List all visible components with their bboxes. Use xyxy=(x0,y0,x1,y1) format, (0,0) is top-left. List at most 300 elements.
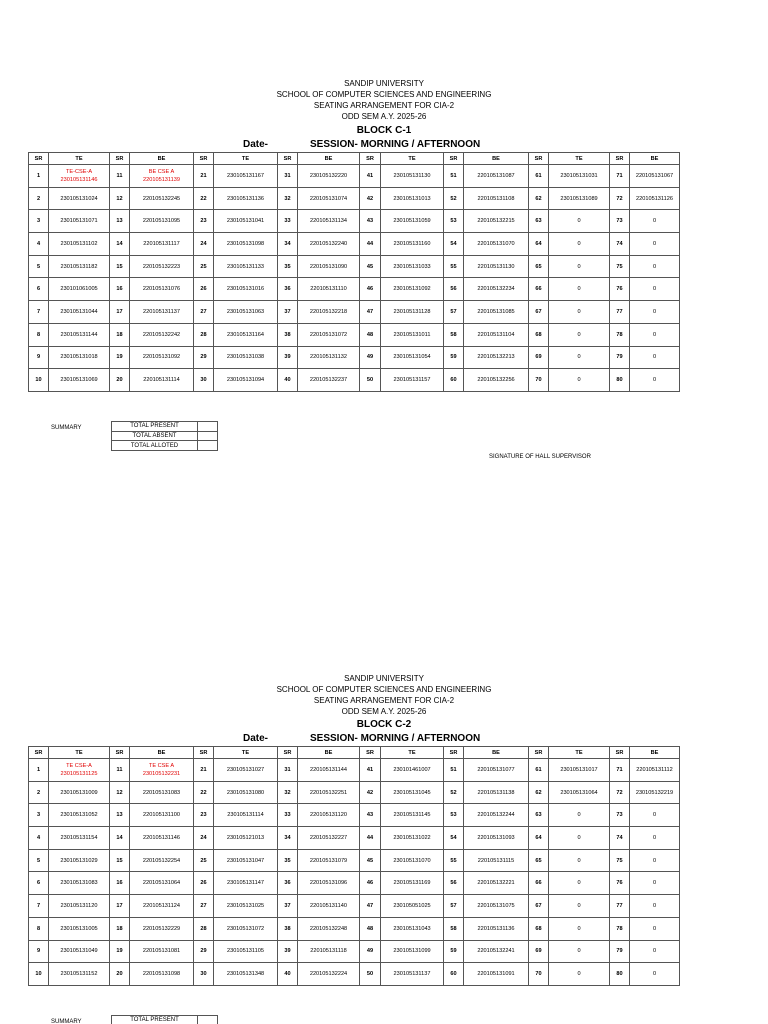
seat-number-cell: 39 xyxy=(278,346,298,369)
seat-number-cell: 17 xyxy=(110,895,130,918)
roll-number-cell: 230105131157 xyxy=(381,369,444,392)
seat-number-cell: 22 xyxy=(194,187,214,210)
seat-number-cell: 64 xyxy=(529,233,549,256)
seat-number-cell: 37 xyxy=(278,301,298,324)
seat-number-cell: 23 xyxy=(194,210,214,233)
seat-number-cell: 10 xyxy=(29,963,49,986)
roll-number-cell: 230105131070 xyxy=(381,849,444,872)
roll-number-cell: 220105132227 xyxy=(298,827,360,850)
roll-number-cell: 220105132240 xyxy=(298,233,360,256)
roll-number-cell: 220105132221 xyxy=(464,872,529,895)
roll-number-cell: 0 xyxy=(549,827,610,850)
roll-number-cell: 230105131145 xyxy=(381,804,444,827)
roll-number-cell: 0 xyxy=(549,255,610,278)
roll-number-cell: 0 xyxy=(549,895,610,918)
seat-number-cell: 76 xyxy=(610,278,630,301)
table-row xyxy=(29,346,680,369)
roll-number-cell: 220105132213 xyxy=(464,346,529,369)
roll-number-cell: 220105131110 xyxy=(298,278,360,301)
roll-number-cell: 220105131108 xyxy=(464,187,529,210)
roll-number-cell: 230105131105 xyxy=(214,940,278,963)
column-header: BE xyxy=(130,747,194,759)
roll-number-cell: 230105131182 xyxy=(49,255,110,278)
seat-number-cell: 26 xyxy=(194,278,214,301)
roll-number-cell: 230105051025 xyxy=(381,895,444,918)
roll-number-cell: 0 xyxy=(630,233,680,256)
roll-number-cell: 230105131044 xyxy=(49,301,110,324)
seat-number-cell: 14 xyxy=(110,827,130,850)
column-header: TE xyxy=(549,153,610,165)
seat-number-cell: 75 xyxy=(610,255,630,278)
seat-number-cell: 47 xyxy=(360,895,381,918)
roll-number-cell: 220105131092 xyxy=(130,346,194,369)
seat-number-cell: 11 xyxy=(110,759,130,782)
seat-number-cell: 60 xyxy=(444,369,464,392)
roll-number-cell: 230105131071 xyxy=(49,210,110,233)
roll-number-cell: 220105131138 xyxy=(464,781,529,804)
semester-label: ODD SEM A.Y. 2025-26 xyxy=(341,707,427,716)
seat-number-cell: 74 xyxy=(610,827,630,850)
seat-number-cell: 74 xyxy=(610,233,630,256)
roll-number-cell: 220105132215 xyxy=(464,210,529,233)
roll-number-cell: 230105131099 xyxy=(381,940,444,963)
table-row xyxy=(29,804,680,827)
roll-number-cell: 220105131081 xyxy=(130,940,194,963)
roll-number-cell: 220105131083 xyxy=(130,781,194,804)
roll-number-cell: 230105131144 xyxy=(49,323,110,346)
total-present-value[interactable] xyxy=(198,1016,218,1024)
roll-number-cell: 220105131074 xyxy=(298,187,360,210)
seat-number-cell: 45 xyxy=(360,849,381,872)
roll-number-cell: 230105131137 xyxy=(381,963,444,986)
table-row xyxy=(29,759,680,782)
roll-number-cell: 0 xyxy=(630,872,680,895)
column-header: TE xyxy=(381,747,444,759)
seat-number-cell: 67 xyxy=(529,895,549,918)
document-title: SEATING ARRANGEMENT FOR CIA-2 xyxy=(313,101,455,110)
roll-number-cell: 220105131115 xyxy=(464,849,529,872)
seat-number-cell: 54 xyxy=(444,233,464,256)
roll-number-cell: 230105131011 xyxy=(381,323,444,346)
seat-number-cell: 60 xyxy=(444,963,464,986)
roll-number-cell: 230105131072 xyxy=(214,917,278,940)
seat-number-cell: 16 xyxy=(110,278,130,301)
total-present-value[interactable] xyxy=(198,422,218,432)
seat-number-cell: 1 xyxy=(29,759,49,782)
roll-number-cell: 220105132251 xyxy=(298,781,360,804)
roll-number-cell: 230105132219 xyxy=(630,781,680,804)
roll-number-cell: 220105132223 xyxy=(130,255,194,278)
roll-number-cell: 230105131043 xyxy=(381,917,444,940)
seat-number-cell: 13 xyxy=(110,210,130,233)
seat-number-cell: 20 xyxy=(110,369,130,392)
seat-number-cell: 66 xyxy=(529,872,549,895)
roll-number-cell: 220105131098 xyxy=(130,963,194,986)
roll-number-cell: 230105131029 xyxy=(49,849,110,872)
seat-number-cell: 46 xyxy=(360,278,381,301)
seat-number-cell: 27 xyxy=(194,301,214,324)
seat-number-cell: 45 xyxy=(360,255,381,278)
column-header: SR xyxy=(610,153,630,165)
seat-number-cell: 29 xyxy=(194,940,214,963)
seat-number-cell: 61 xyxy=(529,165,549,188)
seat-number-cell: 6 xyxy=(29,872,49,895)
roll-number-cell: 230105131005 xyxy=(49,917,110,940)
seat-number-cell: 7 xyxy=(29,895,49,918)
roll-number-cell: 220105132234 xyxy=(464,278,529,301)
roll-number-cell: 220105132256 xyxy=(464,369,529,392)
seat-number-cell: 3 xyxy=(29,210,49,233)
roll-number-cell: 0 xyxy=(630,940,680,963)
column-header: BE xyxy=(464,747,529,759)
seat-number-cell: 18 xyxy=(110,917,130,940)
roll-number-cell: 220105132248 xyxy=(298,917,360,940)
roll-number-cell: 220105131095 xyxy=(130,210,194,233)
seat-number-cell: 69 xyxy=(529,940,549,963)
roll-number-cell: 230105131169 xyxy=(381,872,444,895)
seat-number-cell: 70 xyxy=(529,963,549,986)
roll-number-cell: 220105132218 xyxy=(298,301,360,324)
roll-number-cell: 0 xyxy=(630,278,680,301)
date-label: Date- xyxy=(243,733,269,744)
roll-number-cell: 230105131167 xyxy=(214,165,278,188)
seat-number-cell: 8 xyxy=(29,323,49,346)
seat-number-cell: 32 xyxy=(278,781,298,804)
column-header: BE xyxy=(630,747,680,759)
roll-number-cell: 0 xyxy=(630,369,680,392)
column-header: BE xyxy=(464,153,529,165)
column-header: SR xyxy=(29,153,49,165)
table-row xyxy=(29,827,680,850)
seat-number-cell: 5 xyxy=(29,849,49,872)
table-row xyxy=(29,278,680,301)
column-header: SR xyxy=(110,747,130,759)
roll-number-cell: 230105131059 xyxy=(381,210,444,233)
roll-number-cell: 220105131096 xyxy=(298,872,360,895)
seat-number-cell: 10 xyxy=(29,369,49,392)
seat-number-cell: 59 xyxy=(444,346,464,369)
roll-number-cell: 220105132241 xyxy=(464,940,529,963)
roll-number-cell: 220105131124 xyxy=(130,895,194,918)
column-header: SR xyxy=(444,747,464,759)
summary-table xyxy=(111,1015,218,1024)
seat-number-cell: 73 xyxy=(610,804,630,827)
roll-number-cell: 220105131132 xyxy=(298,346,360,369)
seat-number-cell: 56 xyxy=(444,872,464,895)
column-header: TE xyxy=(49,747,110,759)
seat-number-cell: 79 xyxy=(610,346,630,369)
seat-number-cell: 71 xyxy=(610,759,630,782)
roll-number-cell: 220105131134 xyxy=(298,210,360,233)
summary-label: SUMMARY xyxy=(51,1019,82,1024)
roll-number-cell: 230105131069 xyxy=(49,369,110,392)
roll-number-cell: 230105131089 xyxy=(549,187,610,210)
date-label: Date- xyxy=(243,139,269,150)
seat-number-cell: 3 xyxy=(29,804,49,827)
roll-number-cell: 220105131118 xyxy=(298,940,360,963)
total-present-label: TOTAL PRESENT xyxy=(112,1016,198,1024)
table-row xyxy=(29,165,680,188)
seat-number-cell: 69 xyxy=(529,346,549,369)
seat-number-cell: 33 xyxy=(278,804,298,827)
university-name: SANDIP UNIVERSITY xyxy=(344,674,424,683)
seat-number-cell: 37 xyxy=(278,895,298,918)
roll-number-cell: 220105131137 xyxy=(130,301,194,324)
seat-number-cell: 11 xyxy=(110,165,130,188)
seat-number-cell: 53 xyxy=(444,210,464,233)
roll-number-cell: 230105131024 xyxy=(49,187,110,210)
roll-number-cell: 220105132244 xyxy=(464,804,529,827)
roll-number-cell: 220105131064 xyxy=(130,872,194,895)
roll-number-cell: 230105132220 xyxy=(298,165,360,188)
column-header: SR xyxy=(610,747,630,759)
roll-number-cell: 0 xyxy=(630,301,680,324)
seat-number-cell: 48 xyxy=(360,917,381,940)
table-row xyxy=(29,917,680,940)
table-row xyxy=(29,255,680,278)
seat-number-cell: 27 xyxy=(194,895,214,918)
roll-number-cell: 230105131152 xyxy=(49,963,110,986)
roll-number-cell: 220105131126 xyxy=(630,187,680,210)
roll-number-cell: 230105131049 xyxy=(49,940,110,963)
seat-number-cell: 75 xyxy=(610,849,630,872)
document-title: SEATING ARRANGEMENT FOR CIA-2 xyxy=(313,696,455,705)
seat-number-cell: 68 xyxy=(529,917,549,940)
seat-number-cell: 28 xyxy=(194,323,214,346)
roll-number-cell: 220105131067 xyxy=(630,165,680,188)
roll-number-cell: 230105131348 xyxy=(214,963,278,986)
seat-number-cell: 34 xyxy=(278,233,298,256)
seat-number-cell: 57 xyxy=(444,301,464,324)
summary-table xyxy=(111,421,218,451)
seat-number-cell: 78 xyxy=(610,917,630,940)
seat-number-cell: 6 xyxy=(29,278,49,301)
seat-number-cell: 55 xyxy=(444,255,464,278)
seat-number-cell: 34 xyxy=(278,827,298,850)
roll-number-cell: 0 xyxy=(549,872,610,895)
seat-number-cell: 72 xyxy=(610,781,630,804)
seat-number-cell: 5 xyxy=(29,255,49,278)
seat-number-cell: 62 xyxy=(529,781,549,804)
seat-number-cell: 51 xyxy=(444,165,464,188)
seat-number-cell: 4 xyxy=(29,827,49,850)
roll-number-cell: 230105131147 xyxy=(214,872,278,895)
roll-number-cell: 220105132254 xyxy=(130,849,194,872)
seat-number-cell: 67 xyxy=(529,301,549,324)
roll-number-cell: 230105131102 xyxy=(49,233,110,256)
roll-number-cell: 220105131090 xyxy=(298,255,360,278)
seat-number-cell: 66 xyxy=(529,278,549,301)
column-header: BE xyxy=(298,747,360,759)
column-header: SR xyxy=(278,747,298,759)
table-header-row xyxy=(29,153,680,165)
roll-number-cell: 220105131136 xyxy=(464,917,529,940)
seat-number-cell: 38 xyxy=(278,917,298,940)
roll-number-cell: 230105131063 xyxy=(214,301,278,324)
seat-number-cell: 15 xyxy=(110,849,130,872)
seat-number-cell: 59 xyxy=(444,940,464,963)
roll-number-cell: 220105131072 xyxy=(298,323,360,346)
seat-number-cell: 80 xyxy=(610,963,630,986)
column-header: BE xyxy=(298,153,360,165)
roll-number-cell: 230105131083 xyxy=(49,872,110,895)
seat-number-cell: 48 xyxy=(360,323,381,346)
total-absent-value[interactable] xyxy=(198,431,218,441)
roll-number-cell: 230105131018 xyxy=(49,346,110,369)
column-header: SR xyxy=(444,153,464,165)
column-header: BE xyxy=(630,153,680,165)
seat-number-cell: 52 xyxy=(444,187,464,210)
seat-number-cell: 14 xyxy=(110,233,130,256)
seat-number-cell: 43 xyxy=(360,210,381,233)
block-title: BLOCK C-1 xyxy=(356,125,412,136)
column-header: TE xyxy=(381,153,444,165)
seat-number-cell: 77 xyxy=(610,895,630,918)
roll-number-cell: 230105131080 xyxy=(214,781,278,804)
seat-number-cell: 42 xyxy=(360,781,381,804)
roll-number-cell: 220105131076 xyxy=(130,278,194,301)
seat-number-cell: 8 xyxy=(29,917,49,940)
seat-number-cell: 56 xyxy=(444,278,464,301)
seat-number-cell: 12 xyxy=(110,187,130,210)
seat-number-cell: 47 xyxy=(360,301,381,324)
session-label: SESSION- MORNING / AFTERNOON xyxy=(310,733,481,744)
roll-number-cell: 220105131079 xyxy=(298,849,360,872)
roll-number-cell: 220105132224 xyxy=(298,963,360,986)
column-header: TE xyxy=(214,747,278,759)
seat-number-cell: 39 xyxy=(278,940,298,963)
seat-number-cell: 9 xyxy=(29,346,49,369)
roll-number-cell: 230101461007 xyxy=(381,759,444,782)
seat-number-cell: 41 xyxy=(360,759,381,782)
seat-number-cell: 2 xyxy=(29,781,49,804)
roll-number-cell: TE CSE-A 230105131125 xyxy=(49,759,110,782)
block-title: BLOCK C-2 xyxy=(356,719,412,730)
seat-number-cell: 65 xyxy=(529,255,549,278)
seat-number-cell: 42 xyxy=(360,187,381,210)
roll-number-cell: 0 xyxy=(630,346,680,369)
roll-number-cell: 230105131025 xyxy=(214,895,278,918)
seat-number-cell: 58 xyxy=(444,323,464,346)
seat-number-cell: 68 xyxy=(529,323,549,346)
seat-number-cell: 49 xyxy=(360,940,381,963)
roll-number-cell: 230105121013 xyxy=(214,827,278,850)
seat-number-cell: 50 xyxy=(360,369,381,392)
roll-number-cell: 0 xyxy=(549,323,610,346)
seat-number-cell: 20 xyxy=(110,963,130,986)
semester-label: ODD SEM A.Y. 2025-26 xyxy=(341,112,427,121)
total-absent-label: TOTAL ABSENT xyxy=(112,431,198,441)
roll-number-cell: 0 xyxy=(549,849,610,872)
roll-number-cell: 230105131133 xyxy=(214,255,278,278)
seat-number-cell: 19 xyxy=(110,346,130,369)
roll-number-cell: 0 xyxy=(549,278,610,301)
roll-number-cell: 220105131130 xyxy=(464,255,529,278)
seat-number-cell: 77 xyxy=(610,301,630,324)
column-header: TE xyxy=(214,153,278,165)
roll-number-cell: TE-CSE-A 230105131146 xyxy=(49,165,110,188)
seat-number-cell: 17 xyxy=(110,301,130,324)
roll-number-cell: 230105131052 xyxy=(49,804,110,827)
roll-number-cell: 220105131140 xyxy=(298,895,360,918)
roll-number-cell: 220105131087 xyxy=(464,165,529,188)
seat-number-cell: 33 xyxy=(278,210,298,233)
total-alloted-value[interactable] xyxy=(198,441,218,451)
roll-number-cell: 0 xyxy=(549,210,610,233)
column-header: SR xyxy=(194,747,214,759)
seat-number-cell: 53 xyxy=(444,804,464,827)
university-name: SANDIP UNIVERSITY xyxy=(344,79,424,88)
seating-table xyxy=(28,746,680,986)
roll-number-cell: 0 xyxy=(549,346,610,369)
roll-number-cell: 220105131104 xyxy=(464,323,529,346)
seat-number-cell: 24 xyxy=(194,827,214,850)
summary-row xyxy=(112,441,218,451)
seat-number-cell: 28 xyxy=(194,917,214,940)
roll-number-cell: 220105131112 xyxy=(630,759,680,782)
seat-number-cell: 25 xyxy=(194,255,214,278)
roll-number-cell: 220105131091 xyxy=(464,963,529,986)
roll-number-cell: 230105131136 xyxy=(214,187,278,210)
seat-number-cell: 80 xyxy=(610,369,630,392)
roll-number-cell: 230105131009 xyxy=(49,781,110,804)
seat-number-cell: 22 xyxy=(194,781,214,804)
column-header: BE xyxy=(130,153,194,165)
roll-number-cell: 0 xyxy=(630,827,680,850)
roll-number-cell: 220105131117 xyxy=(130,233,194,256)
seat-number-cell: 13 xyxy=(110,804,130,827)
seat-number-cell: 1 xyxy=(29,165,49,188)
table-row xyxy=(29,233,680,256)
seat-number-cell: 41 xyxy=(360,165,381,188)
table-row xyxy=(29,301,680,324)
roll-number-cell: 0 xyxy=(630,255,680,278)
seat-number-cell: 76 xyxy=(610,872,630,895)
column-header: SR xyxy=(529,153,549,165)
seat-number-cell: 18 xyxy=(110,323,130,346)
session-label: SESSION- MORNING / AFTERNOON xyxy=(310,139,481,150)
roll-number-cell: 230105131041 xyxy=(214,210,278,233)
roll-number-cell: 230101061005 xyxy=(49,278,110,301)
seat-number-cell: 12 xyxy=(110,781,130,804)
roll-number-cell: 230105131120 xyxy=(49,895,110,918)
seat-number-cell: 38 xyxy=(278,323,298,346)
roll-number-cell: 230105131033 xyxy=(381,255,444,278)
column-header: SR xyxy=(360,747,381,759)
table-row xyxy=(29,323,680,346)
seat-number-cell: 31 xyxy=(278,165,298,188)
seat-number-cell: 54 xyxy=(444,827,464,850)
column-header: SR xyxy=(194,153,214,165)
seat-number-cell: 55 xyxy=(444,849,464,872)
seat-number-cell: 21 xyxy=(194,165,214,188)
roll-number-cell: 230105131013 xyxy=(381,187,444,210)
table-row xyxy=(29,369,680,392)
roll-number-cell: 220105131100 xyxy=(130,804,194,827)
roll-number-cell: 230105131045 xyxy=(381,781,444,804)
roll-number-cell: 230105131064 xyxy=(549,781,610,804)
seat-number-cell: 64 xyxy=(529,827,549,850)
roll-number-cell: 0 xyxy=(549,917,610,940)
seat-number-cell: 50 xyxy=(360,963,381,986)
roll-number-cell: 220105131146 xyxy=(130,827,194,850)
table-row xyxy=(29,963,680,986)
roll-number-cell: 220105132245 xyxy=(130,187,194,210)
seat-number-cell: 9 xyxy=(29,940,49,963)
seat-number-cell: 46 xyxy=(360,872,381,895)
summary-row xyxy=(112,1016,218,1024)
seat-number-cell: 72 xyxy=(610,187,630,210)
